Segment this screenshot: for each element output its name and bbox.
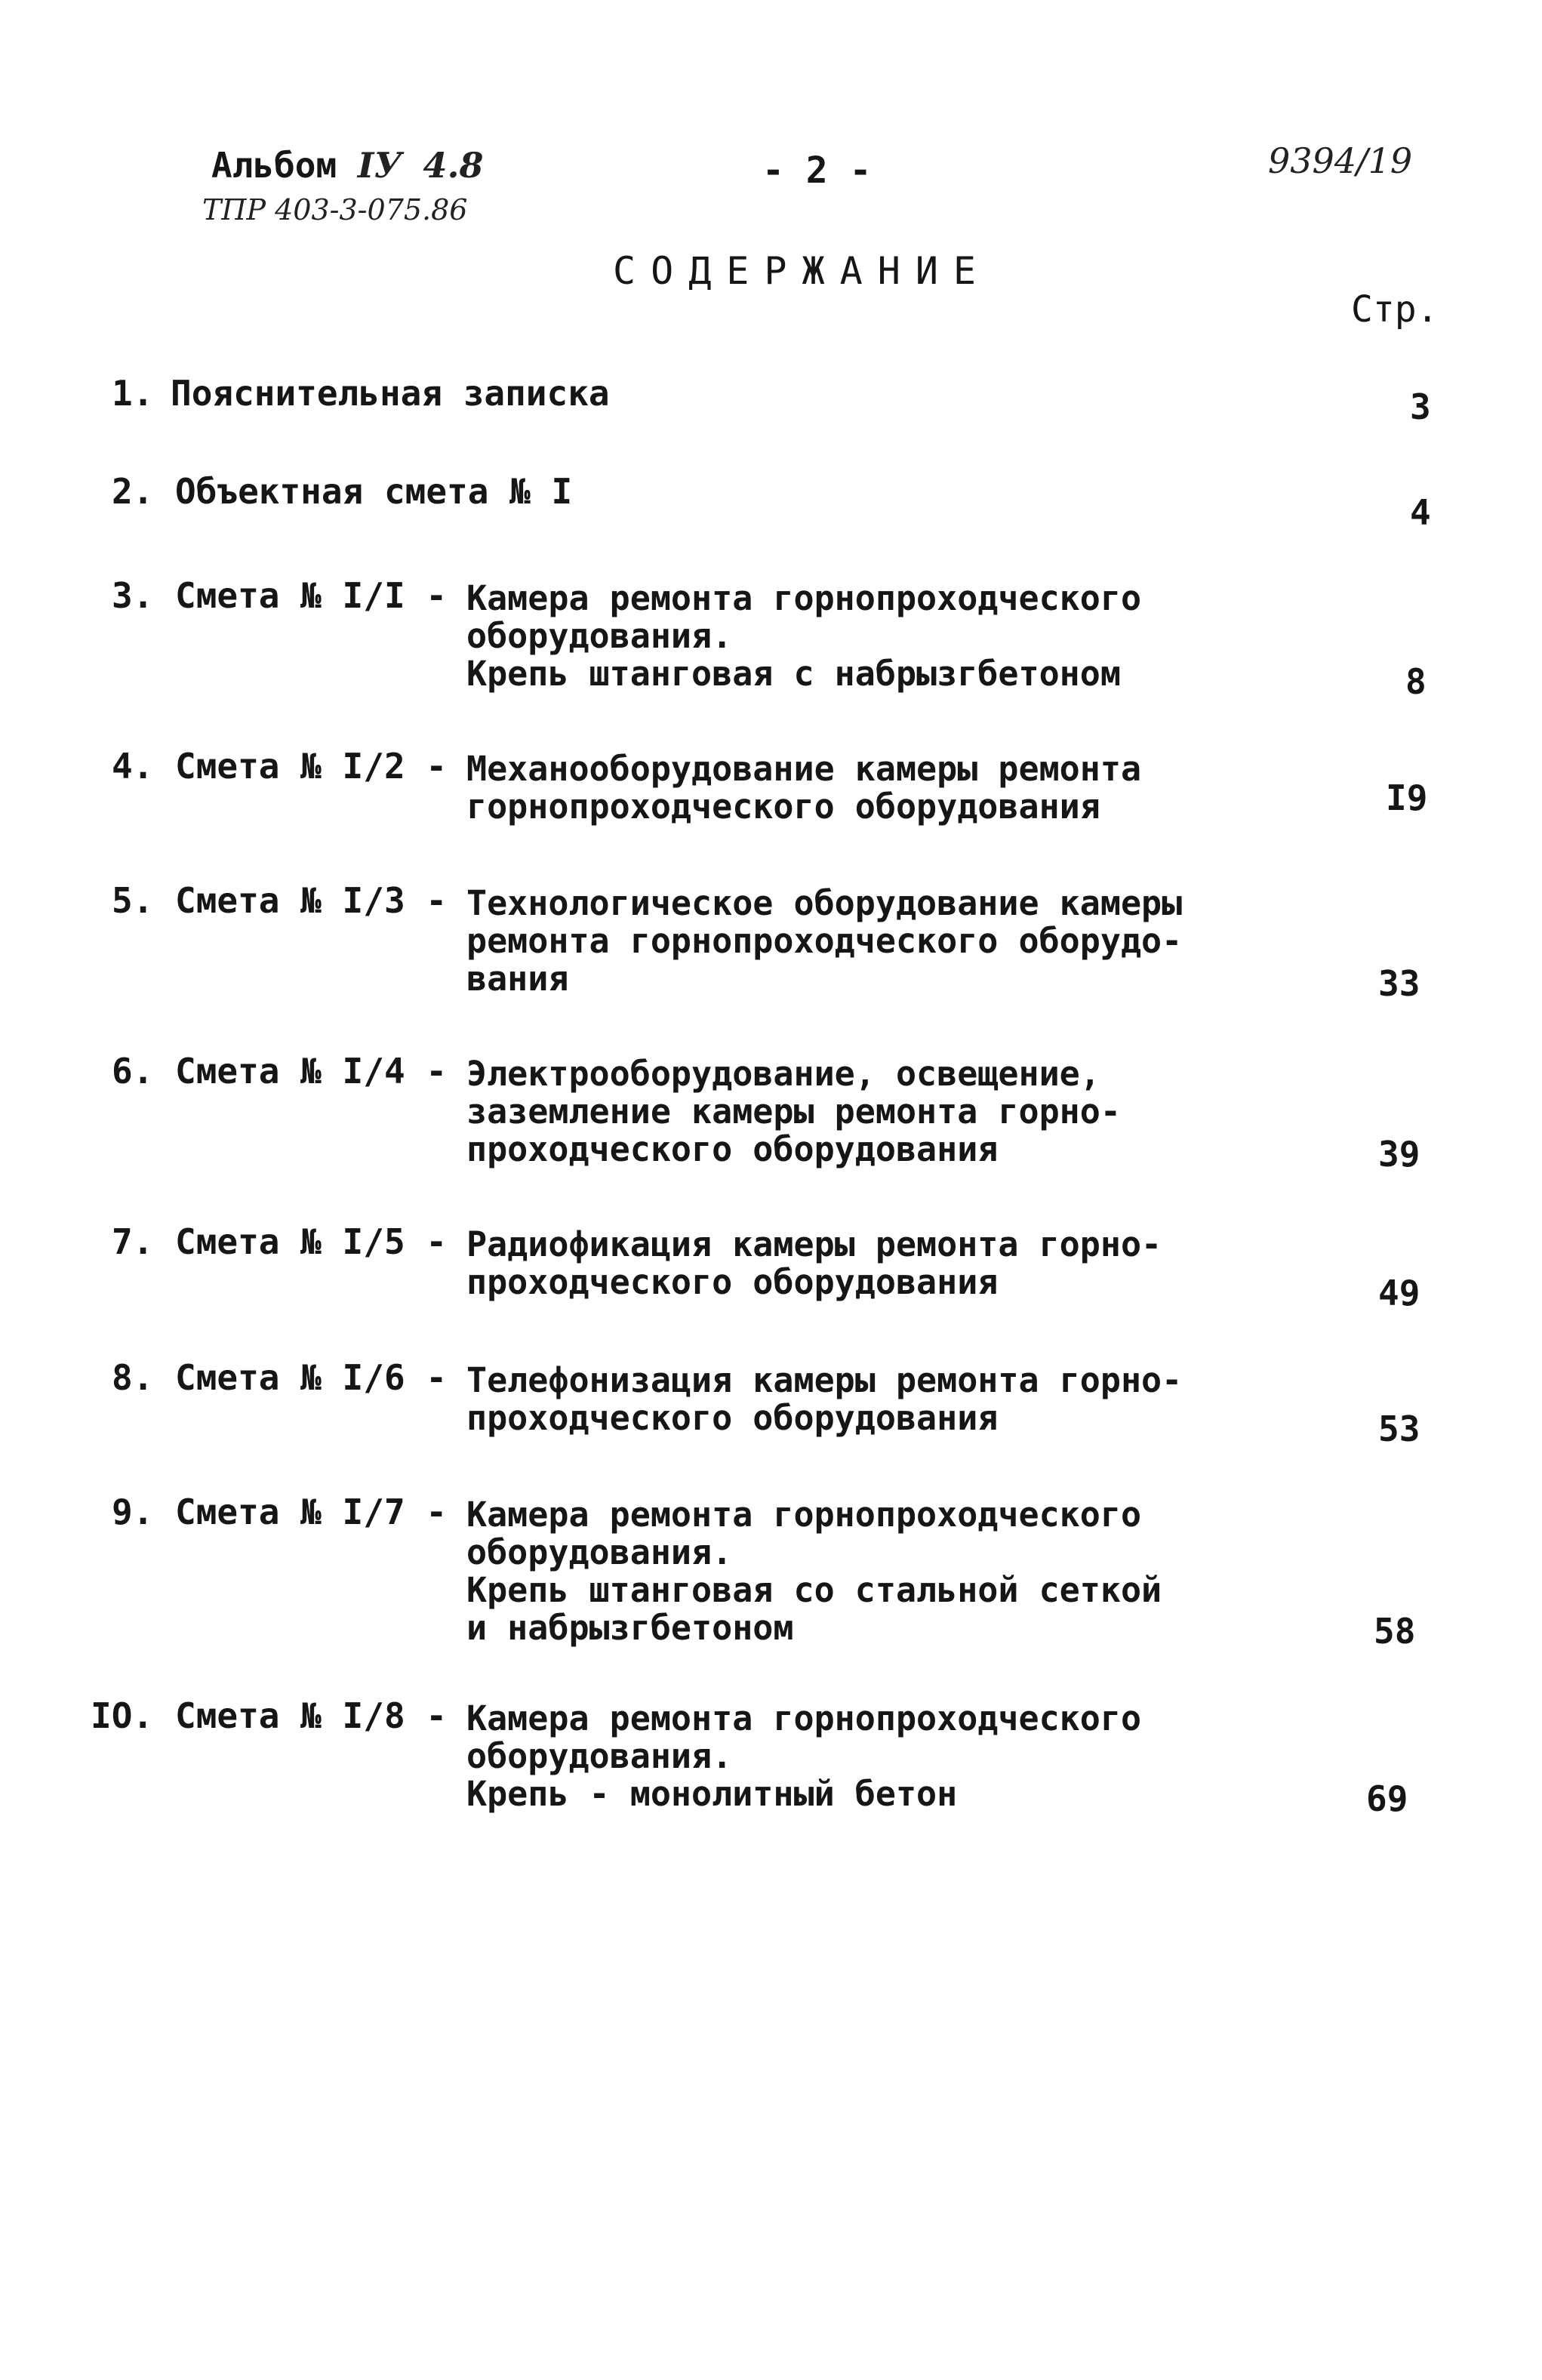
description-line: оборудования. [466, 1532, 733, 1572]
item-description [466, 1496, 1162, 1647]
description-line: ремонта горнопроходческого оборудо- [466, 921, 1183, 961]
item-page: 53 [1378, 1409, 1420, 1449]
description-line: Камера ремонта горнопроходческого [466, 578, 1142, 618]
item-smeta-label: Смета № I/4 - [175, 1051, 448, 1091]
description-line: проходческого оборудования [466, 1129, 999, 1169]
album-number: IУ [357, 145, 402, 186]
item-smeta-label: Смета № I/2 - [175, 746, 448, 787]
item-number: 6. [112, 1051, 154, 1091]
item-description [466, 1055, 1121, 1168]
item-number: 3. [112, 575, 154, 616]
album-label: Альбом [211, 145, 337, 186]
item-smeta-label: Смета № I/8 - [175, 1695, 448, 1736]
item-number: 8. [112, 1357, 154, 1398]
item-page: I9 [1386, 777, 1428, 818]
description-line: Крепь штанговая с набрызгбетоном [466, 654, 1121, 694]
item-number: 4. [112, 746, 154, 787]
page-column-header: Стр. [1351, 288, 1439, 331]
tpr-code: ТПР 403-3-075.86 [202, 193, 468, 226]
description-line: Крепь - монолитный бетон [466, 1774, 958, 1814]
item-number: 1. [112, 373, 154, 414]
description-line: заземление камеры ремонта горно- [466, 1091, 1121, 1132]
album-handwritten-number: 4.8 [423, 145, 484, 186]
item-page: 69 [1366, 1778, 1408, 1819]
description-line: Камера ремонта горнопроходческого [466, 1698, 1142, 1738]
description-line: Крепь штанговая со стальной сеткой [466, 1570, 1162, 1610]
description-line: Электрооборудование, освещение, [466, 1054, 1100, 1094]
item-number: 2. [112, 471, 154, 512]
item-title: Пояснительная записка [171, 373, 610, 414]
item-page: 58 [1374, 1611, 1416, 1652]
description-line: Технологическое оборудование камеры [466, 883, 1183, 923]
item-description [466, 750, 1141, 826]
description-line: оборудования. [466, 616, 733, 656]
item-page: 3 [1410, 386, 1431, 427]
item-title: Объектная смета № I [175, 471, 573, 512]
description-line: горнопроходческого оборудования [466, 787, 1100, 827]
item-page: 8 [1405, 661, 1427, 702]
description-line: и набрызгбетоном [466, 1608, 794, 1648]
item-description [466, 885, 1182, 998]
item-smeta-label: Смета № I/3 - [175, 880, 448, 921]
item-smeta-label: Смета № I/6 - [175, 1357, 448, 1398]
description-line: Механооборудование камеры ремонта [466, 749, 1142, 789]
item-page: 33 [1378, 963, 1420, 1004]
item-smeta-label: Смета № I/5 - [175, 1221, 448, 1262]
item-smeta-label: Смета № I/7 - [175, 1492, 448, 1532]
item-description [466, 1226, 1162, 1301]
description-line: Телефонизация камеры ремонта горно- [466, 1360, 1183, 1400]
item-smeta-label: Смета № I/I - [175, 575, 448, 616]
description-line: проходческого оборудования [466, 1262, 999, 1302]
item-description [466, 1362, 1182, 1437]
album-line [211, 145, 483, 186]
item-description [466, 1700, 1141, 1813]
document-title: СОДЕРЖАНИЕ [613, 249, 992, 293]
description-line: оборудования. [466, 1736, 733, 1776]
item-number: IO. [91, 1695, 154, 1736]
item-number: 7. [112, 1221, 154, 1262]
item-page: 4 [1410, 492, 1431, 533]
page-number: - 2 - [762, 149, 872, 192]
item-page: 49 [1378, 1273, 1420, 1313]
item-description [466, 580, 1141, 693]
description-line: Радиофикация камеры ремонта горно- [466, 1224, 1162, 1264]
description-line: проходческого оборудования [466, 1398, 999, 1438]
archive-number: 9394/19 [1268, 140, 1413, 181]
description-line: Камера ремонта горнопроходческого [466, 1495, 1142, 1535]
item-number: 9. [112, 1492, 154, 1532]
item-number: 5. [112, 880, 154, 921]
description-line: вания [466, 959, 569, 999]
item-page: 39 [1378, 1134, 1420, 1175]
